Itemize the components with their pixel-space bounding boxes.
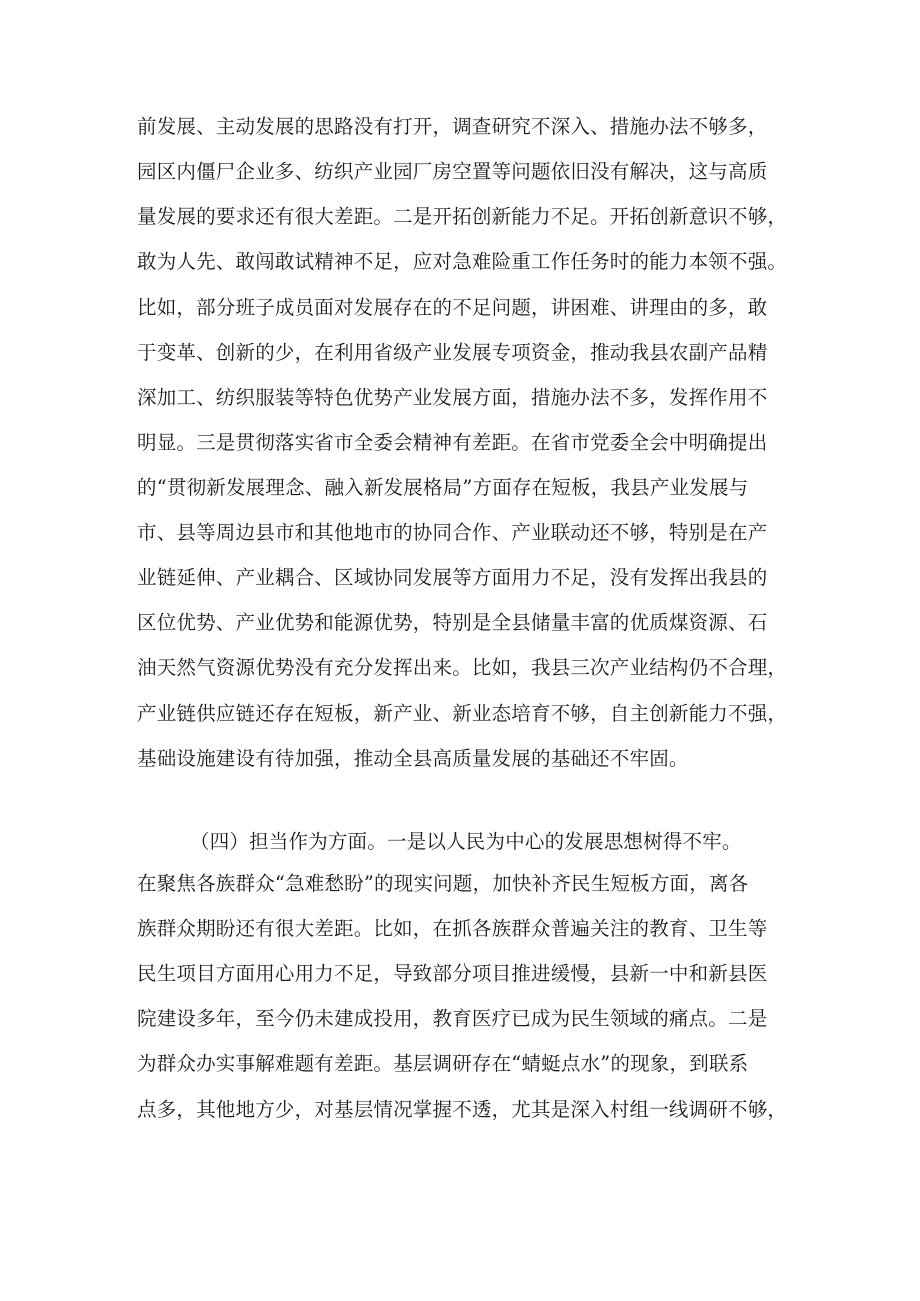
text-line: 基础设施建设有待加强，推动全县高质量发展的基础还不牢固。: [137, 747, 689, 770]
text-line: 民生项目方面用心用力不足，导致部分项目推进缓慢，县新一中和新县医: [137, 962, 768, 985]
text-line: 的“贯彻新发展理念、融入新发展格局”方面存在短板，我县产业发展与: [137, 476, 749, 499]
text-line: 明显。三是贯彻落实省市全委会精神有差距。在省市党委全会中明确提出: [137, 431, 768, 454]
text-line: 点多，其他地方少，对基层情况掌握不透，尤其是深入村组一线调研不够，: [137, 1098, 788, 1121]
text-line: 敢为人先、敢闯敢试精神不足，应对急难险重工作任务时的能力本领不强。: [137, 250, 788, 273]
text-line: 族群众期盼还有很大差距。比如，在抓各族群众普遍关注的教育、卫生等: [137, 917, 768, 940]
text-line: 油天然气资源优势没有充分发挥出来。比如，我县三次产业结构仍不合理，: [137, 656, 788, 679]
text-line: 量发展的要求还有很大差距。二是开拓创新能力不足。开拓创新意识不够，: [137, 205, 788, 228]
text-line: 园区内僵尸企业多、纺织产业园厂房空置等问题依旧没有解决，这与高质: [137, 160, 768, 183]
text-line: 于变革、创新的少，在利用省级产业发展专项资金，推动我县农副产品精: [137, 341, 768, 364]
text-line: 比如，部分班子成员面对发展存在的不足问题，讲困难、讲理由的多，敢: [137, 296, 768, 319]
section-heading-line: （四）担当作为方面。一是以人民为中心的发展思想树得不牢。: [190, 830, 742, 853]
text-line: 产业链供应链还存在短板，新产业、新业态培育不够，自主创新能力不强，: [137, 702, 788, 725]
text-line: 院建设多年，至今仍未建成投用，教育医疗已成为民生领域的痛点。二是: [137, 1007, 768, 1030]
text-line: 为群众办实事解难题有差距。基层调研存在“蜻蜓点水”的现象，到联系: [137, 1052, 749, 1075]
text-line: 业链延伸、产业耦合、区域协同发展等方面用力不足，没有发挥出我县的: [137, 566, 768, 589]
text-line: 在聚焦各族群众“急难愁盼”的现实问题，加快补齐民生短板方面，离各: [137, 872, 749, 895]
text-line: 市、县等周边县市和其他地市的协同合作、产业联动还不够，特别是在产: [137, 521, 768, 544]
text-line: 前发展、主动发展的思路没有打开，调查研究不深入、措施办法不够多，: [137, 115, 768, 138]
text-line: 深加工、纺织服装等特色优势产业发展方面，措施办法不多，发挥作用不: [137, 386, 768, 409]
text-line: 区位优势、产业优势和能源优势，特别是全县储量丰富的优质煤资源、石: [137, 611, 768, 634]
